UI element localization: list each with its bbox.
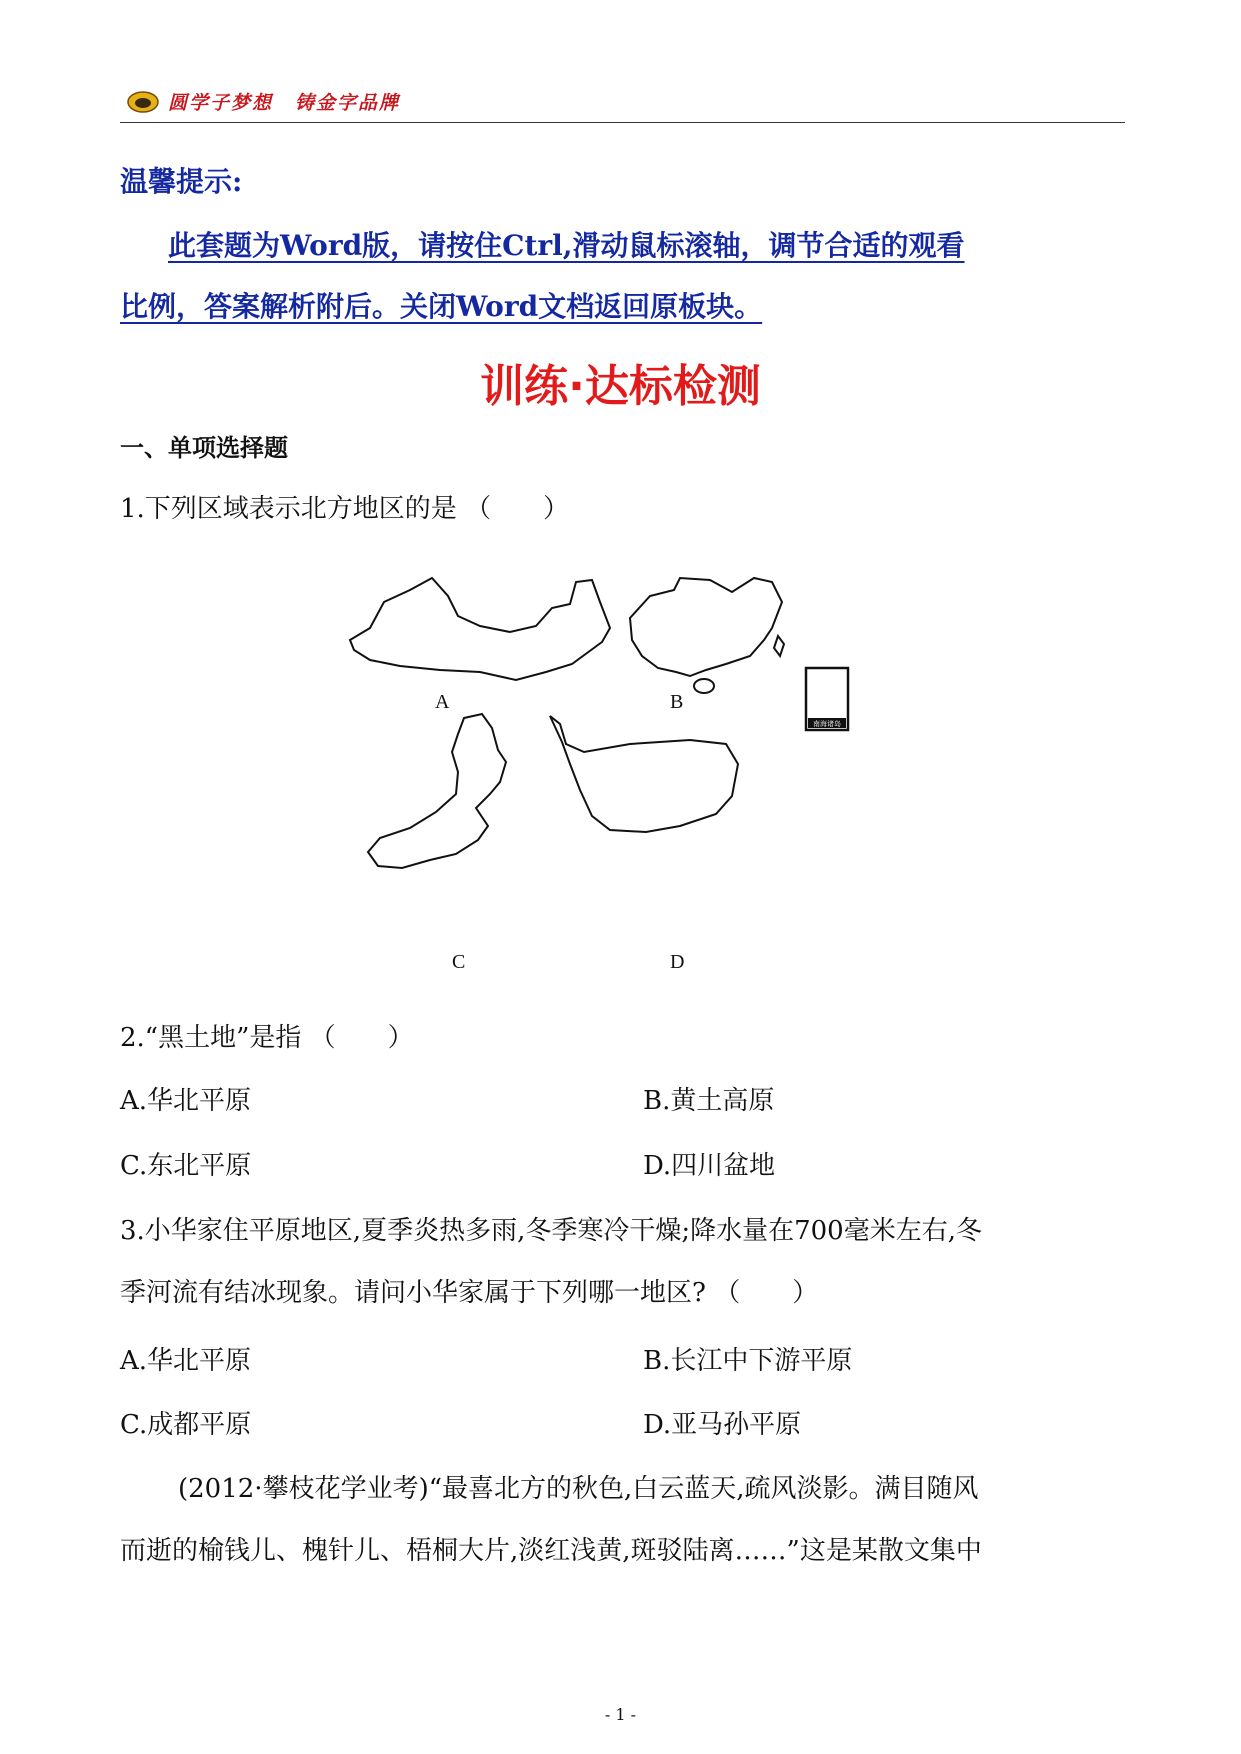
question-2: 2.“黑土地”是指 （ ） bbox=[120, 1023, 414, 1053]
q2-option-d: D.四川盆地 bbox=[643, 1151, 776, 1181]
q3-option-b: B.长江中下游平原 bbox=[643, 1346, 853, 1376]
header-slogan bbox=[168, 88, 400, 115]
section-heading: 一、单项选择题 bbox=[120, 434, 288, 462]
map-b-taiwan bbox=[774, 636, 784, 656]
q3-option-c: C.成都平原 bbox=[120, 1410, 252, 1440]
tip-line-2: 比例，答案解析附后。关闭Word文档返回原板块。 bbox=[120, 290, 763, 323]
map-label-b: B bbox=[670, 691, 684, 713]
slogan-left: 圆学子梦想 bbox=[168, 92, 274, 114]
map-b-outline bbox=[630, 578, 782, 676]
q2-option-a: A.华北平原 bbox=[120, 1086, 252, 1116]
q3-option-a: A.华北平原 bbox=[120, 1346, 252, 1376]
map-b-island bbox=[694, 679, 714, 693]
page-number: - 1 - bbox=[604, 1705, 637, 1724]
page-title: 训练·达标检测 bbox=[480, 361, 761, 412]
map-label-c: C bbox=[452, 951, 466, 973]
q2-option-c: C.东北平原 bbox=[120, 1151, 252, 1181]
q2-option-b: B.黄土高原 bbox=[643, 1086, 775, 1116]
q3-option-d: D.亚马孙平原 bbox=[643, 1410, 802, 1440]
slogan-right: 铸金字品牌 bbox=[295, 92, 401, 114]
region-maps-figure bbox=[340, 568, 900, 988]
question-3-line-2: 季河流有结冰现象。请问小华家属于下列哪一地区? （ ） bbox=[120, 1278, 819, 1308]
question-1: 1.下列区域表示北方地区的是 （ ） bbox=[120, 494, 570, 524]
map-label-a: A bbox=[435, 691, 450, 713]
map-b-inset-label: 南海诸岛 bbox=[813, 720, 841, 728]
map-d-outline bbox=[550, 716, 738, 832]
map-label-d: D bbox=[670, 951, 685, 973]
tip-title: 温馨提示: bbox=[120, 165, 243, 198]
page-header bbox=[120, 86, 1125, 123]
map-c-outline bbox=[368, 714, 506, 868]
question-3-line-1: 3.小华家住平原地区,夏季炎热多雨,冬季寒冷干燥;降水量在700毫米左右,冬 bbox=[120, 1216, 982, 1246]
passage-line-2: 而逝的榆钱儿、槐针儿、梧桐大片,淡红浅黄,斑驳陆离……”这是某散文集中 bbox=[120, 1536, 982, 1566]
brand-logo-icon bbox=[126, 90, 160, 114]
map-a-outline bbox=[350, 578, 610, 680]
passage-line-1: (2012·攀枝花学业考)“最喜北方的秋色,白云蓝天,疏风淡影。满目随风 bbox=[178, 1474, 979, 1504]
tip-line-1: 此套题为Word版，请按住Ctrl,滑动鼠标滚轴，调节合适的观看 bbox=[168, 229, 965, 262]
